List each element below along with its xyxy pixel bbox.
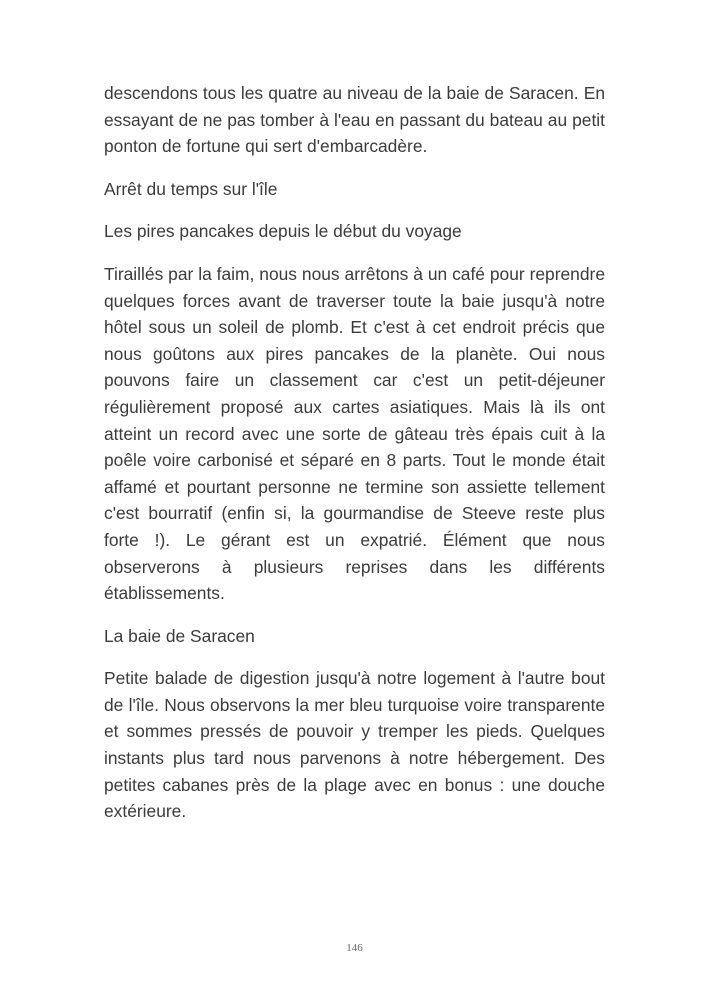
heading-worst-pancakes: Les pires pancakes depuis le début du voyage (104, 221, 462, 242)
heading-time-stop: Arrêt du temps sur l'île (104, 178, 278, 199)
paragraph-digestion-walk: Petite balade de digestion jusqu'à notre logement à l'autre bout de l'île. Nous observons la mer bleu turquoise voire transparente et sommes pressés de pouvoir y tremper les pieds. Quelques instants plus tard nous parvenons à notre hébergement. Des petites cabanes près de la plage avec en bonus : une douche extérieure. (104, 668, 605, 822)
heading-saracen-bay: La baie de Saracen (104, 625, 255, 646)
paragraph-pancakes: Tiraillés par la faim, nous nous arrêtons à un café pour reprendre quelques forces avant de traverser toute la baie jusqu'à notre hôtel sous un soleil de plomb. Et c'est à cet endroit précis que nous goûtons aux pires pancakes de la planète. Oui nous pouvons faire un classement car c'est un petit-déjeuner régulièrement proposé aux cartes asiatiques. Mais là ils ont atteint un record avec une sorte de gâteau très épais cuit à la poêle voire carbonisé et séparé en 8 parts. Tout le monde était affamé et pourtant personne ne termine son assiette tellement c'est bourratif (enfin si, la gourmandise de Steeve reste plus forte !). Le gérant est un expatrié. Élément que nous observerons à plusieurs reprises dans les différents établissements. (104, 263, 605, 604)
page-content (104, 80, 605, 841)
paragraph-boat-arrival: descendons tous les quatre au niveau de la baie de Saracen. En essayant de ne pas tomber à l'eau en passant du bateau au petit ponton de fortune qui sert d'embarcadère. (104, 83, 605, 157)
page-number: 146 (346, 942, 363, 954)
